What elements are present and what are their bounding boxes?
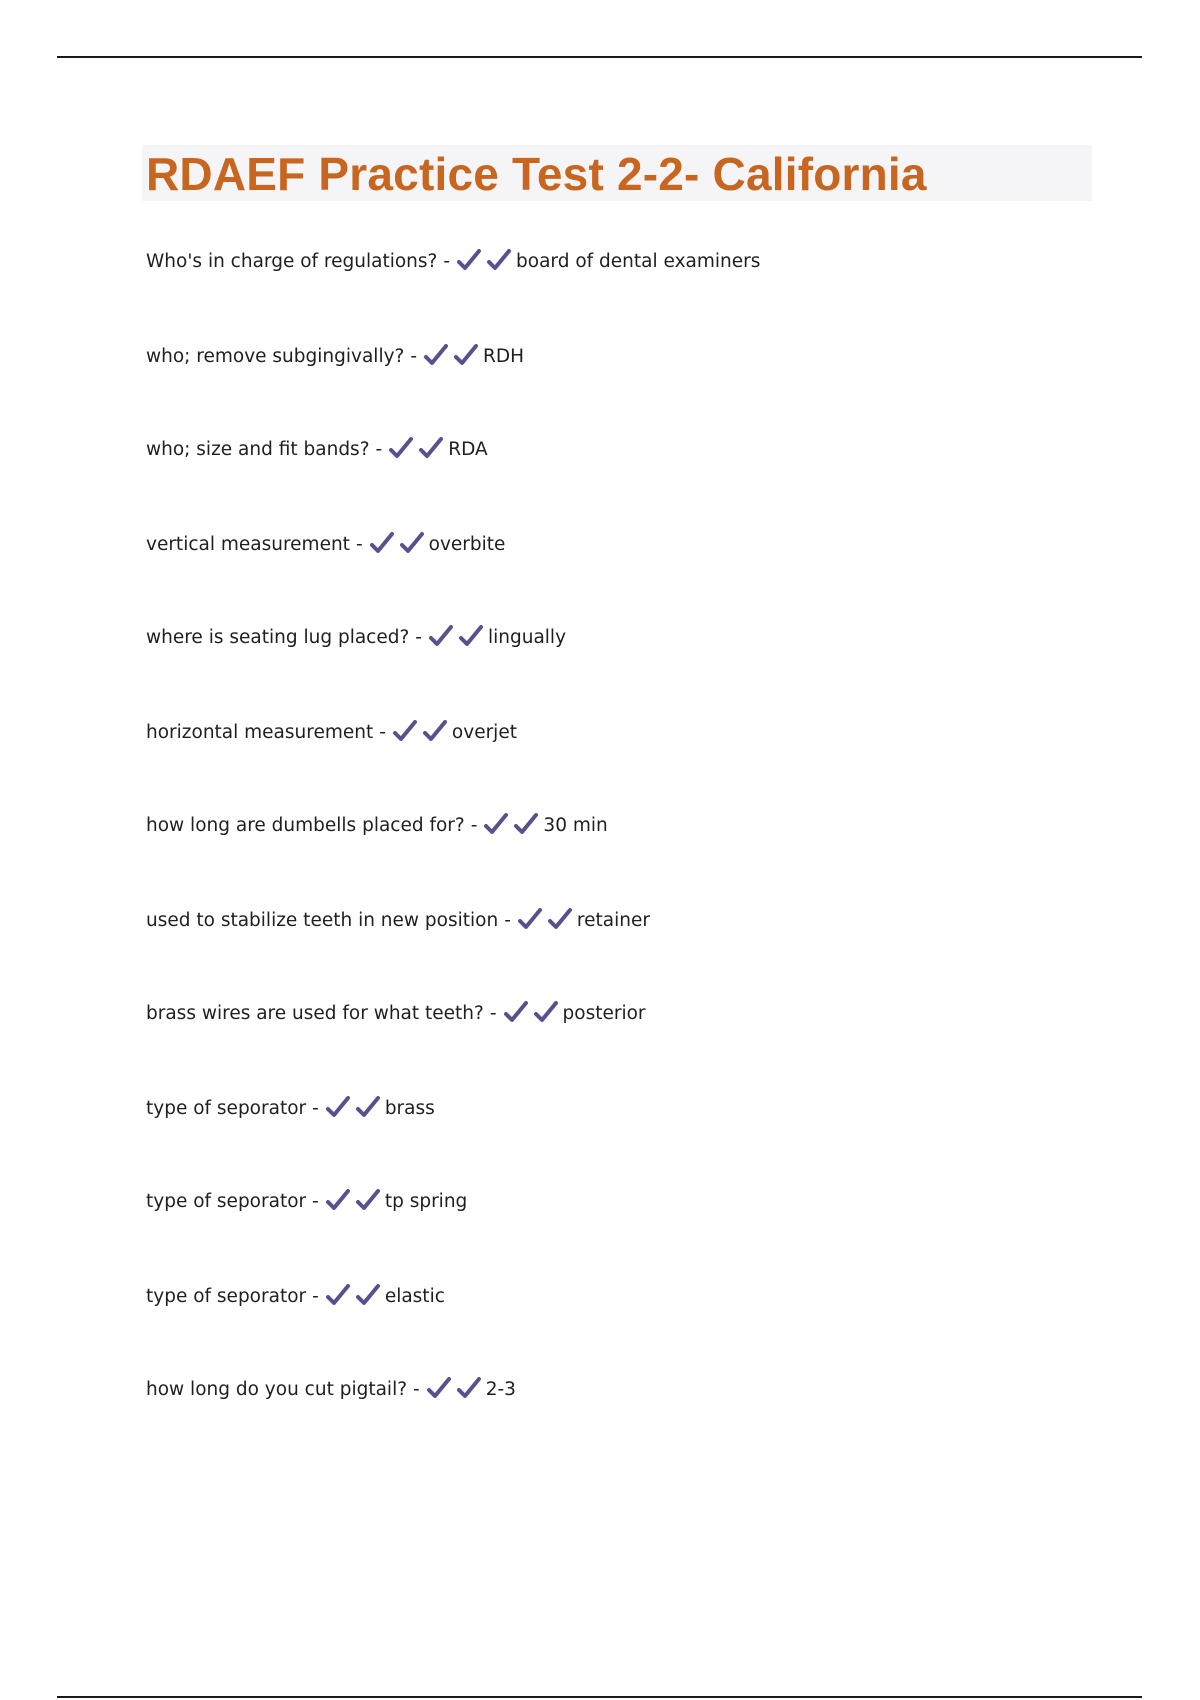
- checkmark-icon: [325, 1188, 351, 1214]
- question-text: used to stabilize teeth in new position: [146, 909, 499, 931]
- checkmark-icon: [503, 1000, 529, 1026]
- checkmark-icon: [355, 1188, 381, 1214]
- qa-item: [146, 1186, 467, 1216]
- checkmark-icon: [513, 812, 539, 838]
- qa-item: [146, 529, 505, 559]
- checkmark-icon: [458, 624, 484, 650]
- separator: -: [415, 626, 422, 648]
- question-text: how long are dumbells placed for?: [146, 814, 465, 836]
- question-text: who; remove subgingivally?: [146, 345, 405, 367]
- answer-text: retainer: [576, 909, 650, 931]
- qa-item: [146, 905, 650, 935]
- checkmark-icon: [388, 436, 414, 462]
- checkmark-icon: [423, 343, 449, 369]
- separator: -: [312, 1097, 319, 1119]
- bottom-rule: [57, 1696, 1142, 1698]
- checkmark-icon: [392, 719, 418, 745]
- separator: -: [312, 1285, 319, 1307]
- separator: -: [443, 250, 451, 272]
- checkmark-icon: [453, 343, 479, 369]
- separator: -: [355, 533, 363, 555]
- qa-item: [146, 1281, 445, 1311]
- qa-item: [146, 1093, 435, 1123]
- top-rule: [57, 56, 1142, 58]
- separator: -: [489, 1002, 497, 1024]
- separator: -: [504, 909, 511, 931]
- answer-text: lingually: [487, 626, 567, 648]
- checkmark-icon: [422, 719, 448, 745]
- qa-item: [146, 246, 760, 276]
- checkmark-icon: [483, 812, 509, 838]
- question-text: horizontal measurement: [146, 721, 374, 743]
- checkmark-icon: [486, 248, 512, 274]
- question-text: type of seporator: [146, 1190, 307, 1212]
- question-text: type of seporator: [146, 1097, 307, 1119]
- checkmark-icon: [517, 907, 543, 933]
- separator: -: [470, 814, 478, 836]
- answer-text: elastic: [384, 1285, 445, 1307]
- question-text: vertical measurement: [146, 533, 350, 555]
- checkmark-icon: [355, 1283, 381, 1309]
- question-text: how long do you cut pigtail?: [146, 1378, 408, 1400]
- qa-item: [146, 1374, 516, 1404]
- answer-text: board of dental examiners: [516, 250, 761, 272]
- checkmark-icon: [426, 1376, 452, 1402]
- separator: -: [312, 1190, 319, 1212]
- checkmark-icon: [325, 1095, 351, 1121]
- answer-text: posterior: [562, 1002, 646, 1024]
- qa-item: [146, 434, 488, 464]
- answer-text: brass: [384, 1097, 435, 1119]
- answer-text: 30 min: [543, 814, 608, 836]
- checkmark-icon: [355, 1095, 381, 1121]
- checkmark-icon: [418, 436, 444, 462]
- qa-item: [146, 622, 566, 652]
- question-text: type of seporator: [146, 1285, 307, 1307]
- question-text: Who's in charge of regulations?: [146, 250, 438, 272]
- checkmark-icon: [547, 907, 573, 933]
- separator: -: [379, 721, 386, 743]
- separator: -: [410, 345, 418, 367]
- question-text: brass wires are used for what teeth?: [146, 1002, 484, 1024]
- separator: -: [375, 438, 383, 460]
- answer-text: overjet: [451, 721, 517, 743]
- qa-item: [146, 810, 608, 840]
- checkmark-icon: [428, 624, 454, 650]
- checkmark-icon: [533, 1000, 559, 1026]
- separator: -: [413, 1378, 420, 1400]
- checkmark-icon: [369, 531, 395, 557]
- document-title: RDAEF Practice Test 2-2- California: [146, 148, 927, 200]
- answer-text: 2-3: [485, 1378, 516, 1400]
- qa-item: [146, 998, 646, 1028]
- qa-item: [146, 717, 517, 747]
- question-text: who; size and fit bands?: [146, 438, 370, 460]
- answer-text: RDA: [448, 438, 488, 460]
- question-text: where is seating lug placed?: [146, 626, 410, 648]
- answer-text: tp spring: [384, 1190, 468, 1212]
- answer-text: overbite: [428, 533, 506, 555]
- checkmark-icon: [456, 248, 482, 274]
- checkmark-icon: [456, 1376, 482, 1402]
- answer-text: RDH: [483, 345, 525, 367]
- checkmark-icon: [325, 1283, 351, 1309]
- qa-item: [146, 341, 524, 371]
- checkmark-icon: [399, 531, 425, 557]
